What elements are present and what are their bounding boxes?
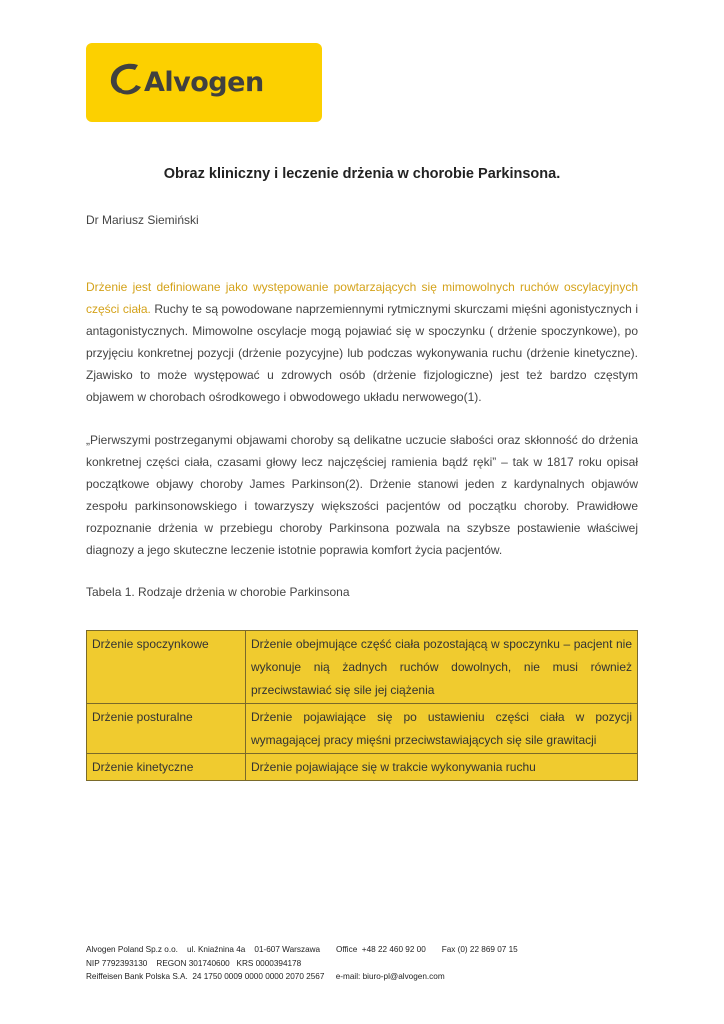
tremor-description-cell: Drżenie pojawiające się w trakcie wykonywania ruchu — [246, 754, 638, 781]
highlighted-definition: Drżenie jest definiowane jako występowanie powtarzających się mimowolnych ruchów oscylacyjnych części ciała. — [86, 280, 638, 316]
footer-registration-line: NIP 7792393130 REGON 301740600 KRS 0000394178 — [86, 958, 302, 968]
paragraph-history: „Pierwszymi postrzeganymi objawami choroby są delikatne uczucie słabości oraz skłonność do drżenia konkretnej części ciała, czasami głowy lecz najczęściej ramienia bądź ręki” – tak w 1817 roku opisał początkowe objawy choroby James Parkinson(2). Drżenie stanowi jeden z kardynalnych objawów zespołu parkinsonowskiego i towarzyszy większości pacjentów od początku choroby. Prawidłowe rozpoznanie drżenia w przebiegu choroby Parkinsona pozwala na szybsze postawienie właściwej diagnozy a jego skuteczne leczenie istotnie poprawia komfort życia pacjentów. — [86, 433, 638, 557]
author-name: Dr Mariusz Siemiński — [86, 213, 199, 227]
table-row — [87, 631, 638, 704]
tremor-description-cell: Drżenie pojawiające się po ustawieniu części ciała w pozycji wymagającej pracy mięśni przeciwstawiających się sile grawitacji — [246, 704, 638, 754]
alvogen-swoosh-icon — [108, 61, 144, 99]
table-row — [87, 754, 638, 781]
table-caption: Tabela 1. Rodzaje drżenia w chorobie Parkinsona — [86, 585, 350, 599]
alvogen-logo — [86, 43, 322, 122]
document-title: Obraz kliniczny i leczenie drżenia w chorobie Parkinsona. — [163, 166, 561, 182]
tremor-type-cell: Drżenie kinetyczne — [87, 754, 246, 781]
paragraph-definition — [86, 276, 638, 408]
footer-bank-line: Reiffeisen Bank Polska S.A. 24 1750 0009 0000 0000 2070 2567 e-mail: biuro-pl@alvogen.com — [86, 972, 445, 981]
paragraph-definition-body: Ruchy te są powodowane naprzemiennymi rytmicznymi skurczami mięśni agonistycznych i antagonistycznych. Mimowolne oscylacje mogą pojawiać się w spoczynku ( drżenie spoczynkowe), po przyjęciu konkretnej pozycji (drżenie pozycyjne) lub podczas wykonywania ruchu (drżenie kinetyczne). Zjawisko to może występować u zdrowych osób (drżenie fizjologiczne) jest też bardzo częstym objawem w chorobach ośrodkowego i obwodowego układu nerwowego(1). — [86, 302, 639, 404]
tremor-type-cell: Drżenie posturalne — [87, 704, 246, 754]
table-row — [87, 704, 638, 754]
footer-address-line: Alvogen Poland Sp.z o.o. ul. Kniaźnina 4a 01-607 Warszawa Office +48 22 460 92 00 Fax (0) 22 869 07 15 — [86, 945, 518, 954]
company-footer — [86, 943, 518, 984]
tremor-type-cell: Drżenie spoczynkowe — [87, 631, 246, 704]
tremor-description-cell: Drżenie obejmujące część ciała pozostającą w spoczynku – pacjent nie wykonuje nią żadnych ruchów dowolnych, nie musi również przeciwstawiać się sile jej ciążenia — [246, 631, 638, 704]
logo-wordmark: Alvogen — [144, 67, 264, 98]
tremor-types-table — [86, 630, 638, 781]
